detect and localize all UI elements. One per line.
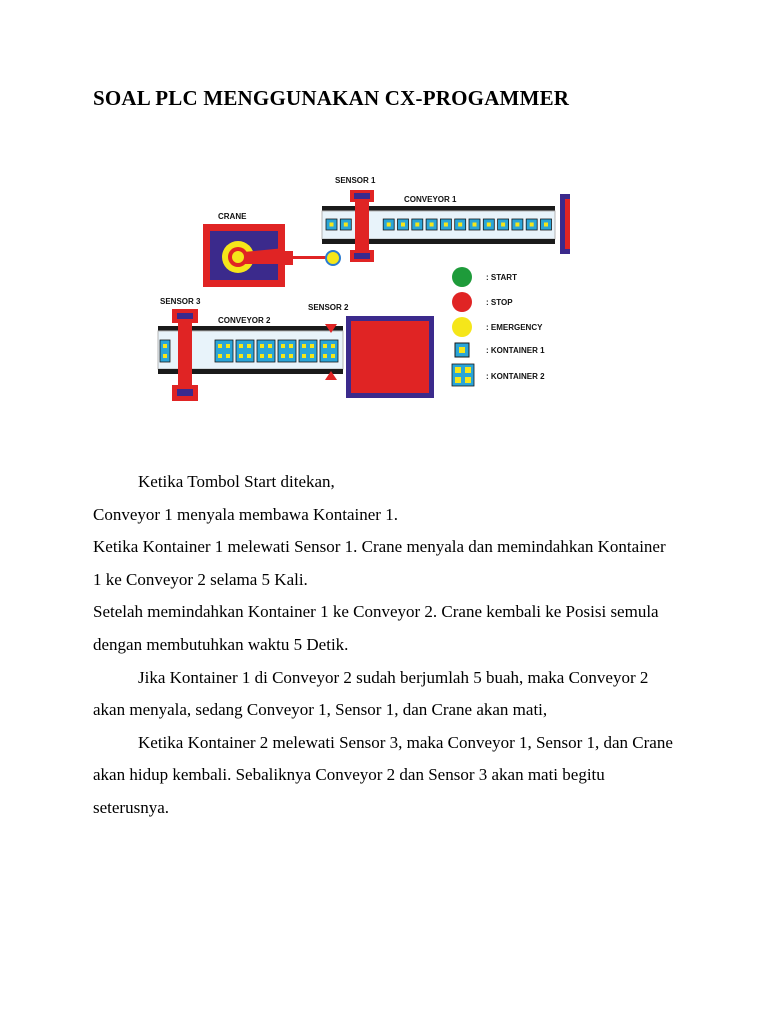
label-sensor-1: SENSOR 1 [335, 176, 376, 185]
legend-stop-label: : STOP [486, 298, 513, 307]
paragraph: Jika Kontainer 1 di Conveyor 2 sudah berjumlah 5 buah, maka Conveyor 2 akan menyala, sedang Conveyor 1, Sensor 1, dan Crane akan mati, [93, 667, 649, 720]
paragraph: Setelah memindahkan Kontainer 1 ke Conveyor 2. Crane kembali ke Posisi semula dengan membutuhkan waktu 5 Detik. [93, 602, 659, 654]
kontainer-2-dot [323, 354, 327, 358]
kontainer-2-tile [299, 340, 317, 362]
kontainer-2-tile [257, 340, 275, 362]
legend-emergency-icon [452, 317, 472, 337]
paragraph: Ketika Kontainer 2 melewati Sensor 3, maka Conveyor 1, Sensor 1, dan Crane akan hidup kembali. Sebaliknya Conveyor 2 dan Sensor 3 akan mati begitu seterusnya. [93, 732, 673, 817]
kontainer-1-dot [458, 223, 462, 227]
kontainer-2-dot [163, 354, 167, 358]
kontainer-2-dot [247, 354, 251, 358]
crane-hub-inner [232, 251, 244, 263]
kontainer-2-dot [281, 344, 285, 348]
label-sensor-3: SENSOR 3 [160, 297, 201, 306]
kontainer-1-dot [344, 223, 348, 227]
legend-kontainer-1-dot [459, 347, 465, 353]
kontainer-2-dot [289, 354, 293, 358]
crane-arm-joint [285, 251, 293, 265]
legend-kontainer-2-dot [455, 377, 461, 383]
kontainer-2-dot [268, 344, 272, 348]
paragraph: Ketika Tombol Start ditekan, [138, 472, 335, 491]
sensor-3-head-core [177, 313, 193, 319]
kontainer-2-dot [260, 354, 264, 358]
page-title: SOAL PLC MENGGUNAKAN CX-PROGAMMER [93, 86, 570, 110]
kontainer-1-dot [487, 223, 491, 227]
kontainer-2-dot [310, 354, 314, 358]
kontainer-2-dot [239, 344, 243, 348]
legend-start-icon [452, 267, 472, 287]
kontainer-2-dot [226, 354, 230, 358]
crane-gripper [326, 251, 340, 265]
plc-diagram-svg [150, 168, 570, 413]
plc-diagram [150, 168, 570, 413]
kontainer-2-dot [289, 344, 293, 348]
kontainer-2-dot [226, 344, 230, 348]
kontainer-2-dot [218, 354, 222, 358]
legend-start-label: : START [486, 273, 517, 282]
legend-kontainer-1-label: : KONTAINER 1 [486, 346, 545, 355]
kontainer-2-tile [160, 340, 170, 362]
label-sensor-2: SENSOR 2 [308, 303, 349, 312]
sensor-1-post [355, 202, 369, 250]
kontainer-1-dot [444, 223, 448, 227]
paragraph: Ketika Kontainer 1 melewati Sensor 1. Crane menyala dan memindahkan Kontainer 1 ke Conveyor 2 selama 5 Kali. [93, 537, 666, 589]
kontainer-1-dot [515, 223, 519, 227]
kontainer-1-dot [387, 223, 391, 227]
kontainer-2-dot [331, 354, 335, 358]
crane-arm-rod [293, 256, 327, 259]
label-conveyor-1: CONVEYOR 1 [404, 195, 457, 204]
sensor-3-post [178, 323, 192, 385]
kontainer-2-tile [236, 340, 254, 362]
kontainer-2-dot [260, 344, 264, 348]
kontainer-2-dot [268, 354, 272, 358]
legend-kontainer-2-label: : KONTAINER 2 [486, 372, 545, 381]
kontainer-2-dot [281, 354, 285, 358]
sensor-3-base-core [177, 389, 193, 396]
kontainer-1-dot [330, 223, 334, 227]
kontainer-2-tile [215, 340, 233, 362]
kontainer-1-dot [501, 223, 505, 227]
kontainer-2-dot [218, 344, 222, 348]
kontainer-1-dot [473, 223, 477, 227]
body-text [93, 466, 673, 825]
conveyor-1-box [565, 199, 570, 249]
kontainer-1-dot [401, 223, 405, 227]
kontainer-1-dot [530, 223, 534, 227]
sensor-1-base-core [354, 253, 370, 259]
legend-kontainer-2-icon [452, 364, 474, 386]
kontainer-1-dot [430, 223, 434, 227]
kontainer-2-dot [302, 354, 306, 358]
legend-kontainer-2-dot [455, 367, 461, 373]
legend-stop-icon [452, 292, 472, 312]
label-conveyor-2: CONVEYOR 2 [218, 316, 271, 325]
kontainer-1-dot [544, 223, 548, 227]
sensor-1-head-core [354, 193, 370, 199]
legend-kontainer-2-dot [465, 377, 471, 383]
paragraph: Conveyor 1 menyala membawa Kontainer 1. [93, 504, 398, 524]
kontainer-2-tile [278, 340, 296, 362]
kontainer-2-dot [310, 344, 314, 348]
kontainer-2-dot [247, 344, 251, 348]
kontainer-1-dot [415, 223, 419, 227]
kontainer-2-dot [239, 354, 243, 358]
legend-kontainer-2-dot [465, 367, 471, 373]
kontainer-2-tile [320, 340, 338, 362]
kontainer-2-dot [323, 344, 327, 348]
kontainer-2-dot [302, 344, 306, 348]
kontainer-2-dot [331, 344, 335, 348]
conveyor-2-box [351, 321, 429, 393]
label-crane: CRANE [218, 212, 247, 221]
kontainer-2-dot [163, 344, 167, 348]
legend-emergency-label: : EMERGENCY [486, 323, 543, 332]
